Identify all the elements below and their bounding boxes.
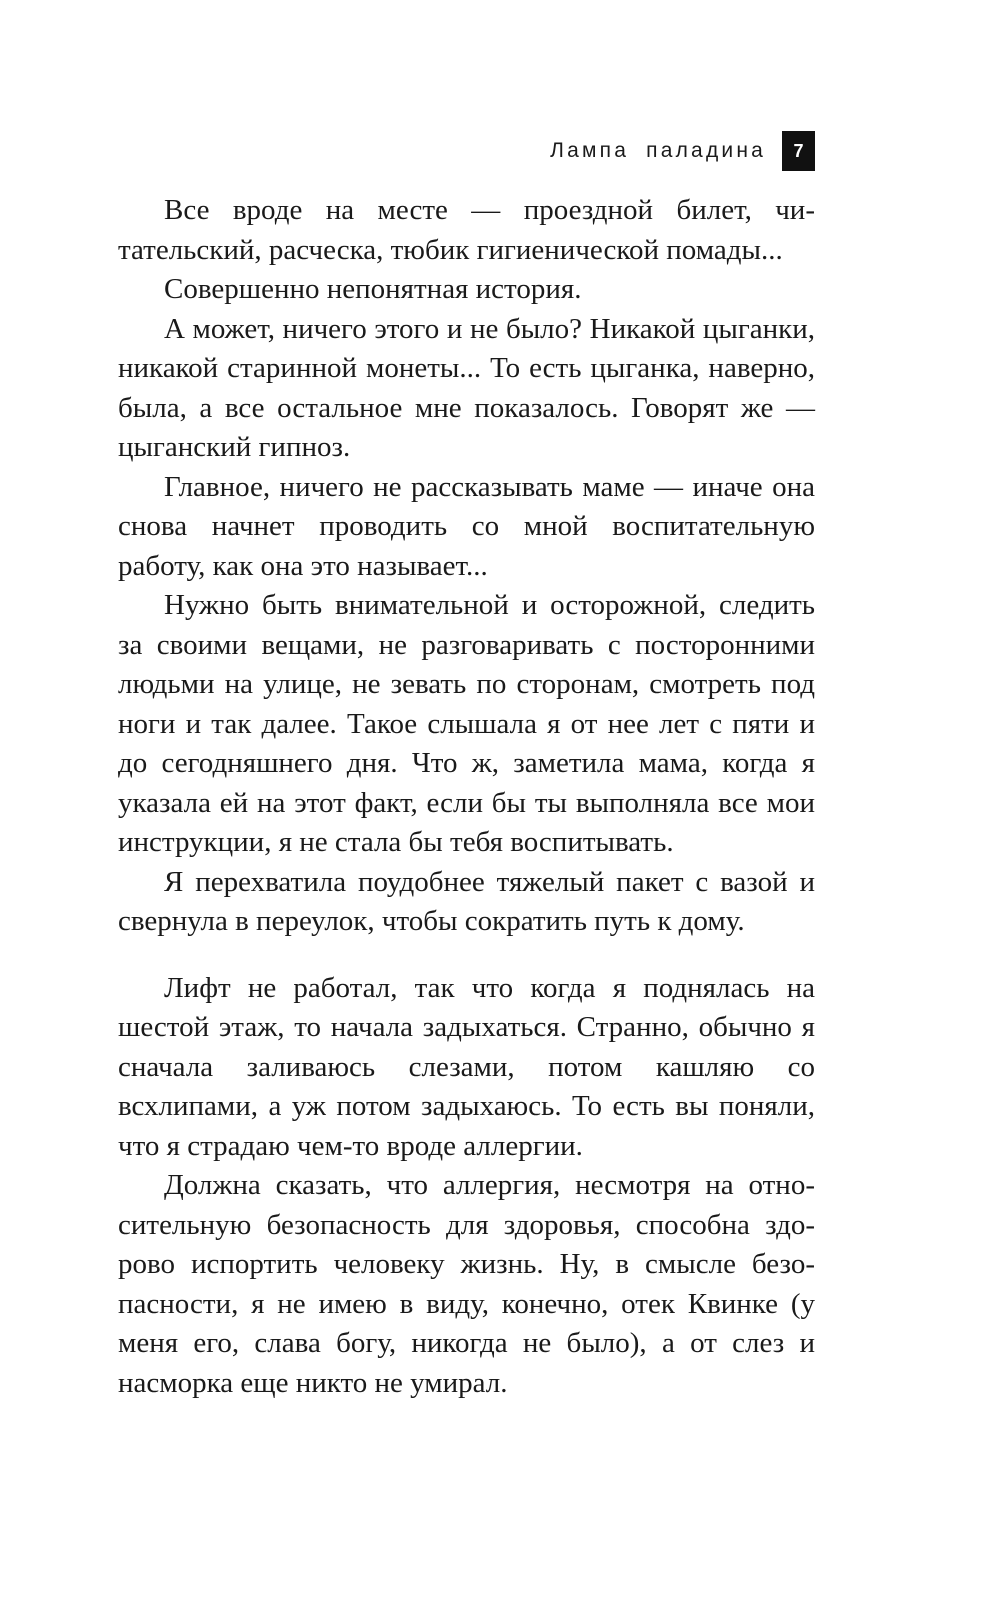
paragraph: Совершенно непонятная история.	[164, 273, 582, 305]
running-title: Лампа паладина	[550, 139, 766, 162]
running-head	[118, 131, 815, 171]
page-number-badge: 7	[782, 131, 815, 171]
paragraph: А может, ничего этого и не было? Никакой цыганки, никакой старинной монеты... То есть цыганка, наверно, была, а все остальное мне показалось. Говорят же — цыганский гипноз.	[118, 312, 815, 463]
paragraph: Лифт не работал, так что когда я поднялась на шестой этаж, то начала задыхаться. Странно, обычно я сначала заливаюсь слезами, потом кашляю со всхлипами, а уж потом задыхаюсь. То есть вы поняли, что я страдаю чем-то вроде аллергии.	[118, 971, 815, 1162]
body-text	[118, 191, 815, 1403]
paragraph: Все вроде на месте — проездной билет, читательский, расческа, тюбик гигиенической помады...	[118, 194, 815, 266]
paragraph: Я перехватила поудобнее тяжелый пакет с вазой и свернула в переулок, чтобы сократить путь к дому.	[118, 865, 815, 937]
paragraph: Должна сказать, что аллергия, несмотря на относительную безопасность для здоровья, способна здорово испортить человеку жизнь. Ну, в смысле безопасности, я не имею в виду, конечно, отек Квинке (у меня его, слава богу, никогда не было), а от слез и насморка еще никто не умирал.	[118, 1169, 815, 1399]
paragraph: Главное, ничего не рассказывать маме — иначе она снова начнет проводить со мной воспитательную работу, как она это называет...	[118, 470, 815, 582]
section-break	[118, 942, 815, 969]
paragraph: Нужно быть внимательной и осторожной, следить за своими вещами, не разговаривать с посторонними людьми на улице, не зевать по сторонам, смотреть под ноги и так далее. Такое слышала я от нее лет с пяти и до сегодняшнего дня. Что ж, заметила мама, когда я указала ей на этот факт, если бы ты выполняла все мои инструкции, я не стала бы тебя воспитывать.	[118, 589, 815, 858]
